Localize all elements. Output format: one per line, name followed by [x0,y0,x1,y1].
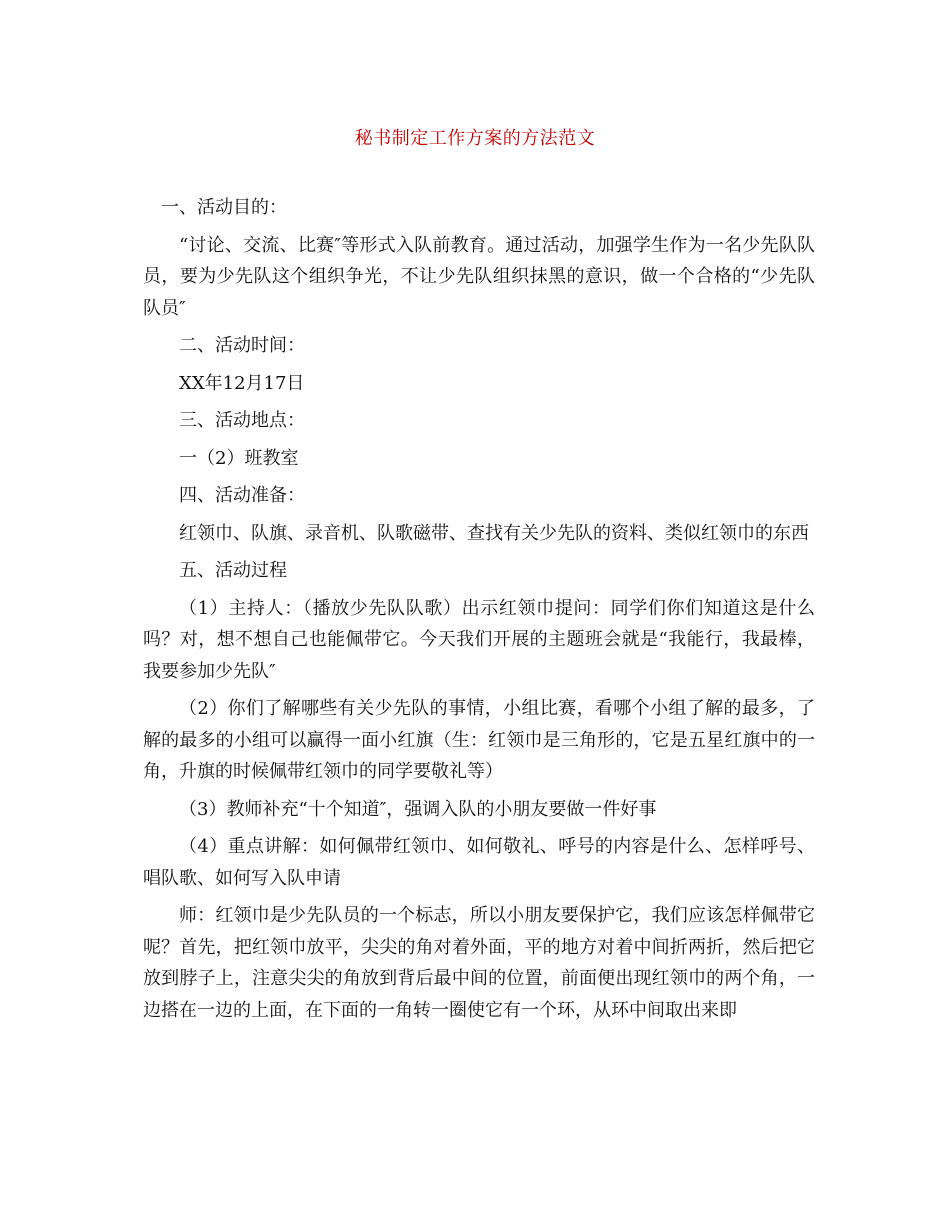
paragraph-process-step-2: （2）你们了解哪些有关少先队的事情，小组比赛，看哪个小组了解的最多，了解的最多的小组可以赢得一面小红旗（生：红领巾是三角形的，它是五星红旗中的一角，升旗的时候佩带红领巾的同学要敬礼等） [143,698,815,782]
paragraph-time: XX年12月17日 [179,372,305,394]
section-heading-process: 五、活动过程 [179,560,287,581]
document-body [143,192,815,1032]
paragraph-process-step-1: （1）主持人：（播放少先队队歌）出示红领巾提问：同学们你们知道这是什么吗？对，想不想自己也能佩带它。今天我们开展的主题班会就是“我能行，我最棒，我要参加少先队″ [143,597,815,682]
paragraph-process-step-3: （3）教师补充“十个知道″，强调入队的小朋友要做一件好事 [179,798,657,820]
paragraph-location: 一（2）班教室 [179,447,299,469]
paragraph-purpose: “讨论、交流、比赛″等形式入队前教育。通过活动，加强学生作为一名少先队队员，要为少先队这个组织争光，不让少先队组织抹黑的意识，做一个合格的“少先队队员″ [143,234,815,319]
document-title: 秘书制定工作方案的方法范文 [354,128,596,149]
paragraph-teacher-explanation: 师：红领巾是少先队员的一个标志，所以小朋友要保护它，我们应该怎样佩带它呢？首先，把红领巾放平，尖尖的角对着外面，平的地方对着中间折两折，然后把它放到脖子上，注意尖尖的角放到背后最中间的位置，前面便出现红领巾的两个角，一边搭在一边的上面，在下面的一角转一圈使它有一个环，从环中间取出来即 [143,905,815,1021]
section-heading-time: 二、活动时间： [179,335,305,356]
section-heading-purpose: 一、活动目的： [161,197,287,218]
section-heading-preparation: 四、活动准备： [179,485,305,506]
paragraph-preparation: 红领巾、队旗、录音机、队歌磁带、查找有关少先队的资料、类似红领巾的东西 [179,522,809,544]
section-heading-location: 三、活动地点： [179,410,305,431]
paragraph-process-step-4: （4）重点讲解：如何佩带红领巾、如何敬礼、呼号的内容是什么、怎样呼号、唱队歌、如何写入队申请 [143,836,815,889]
